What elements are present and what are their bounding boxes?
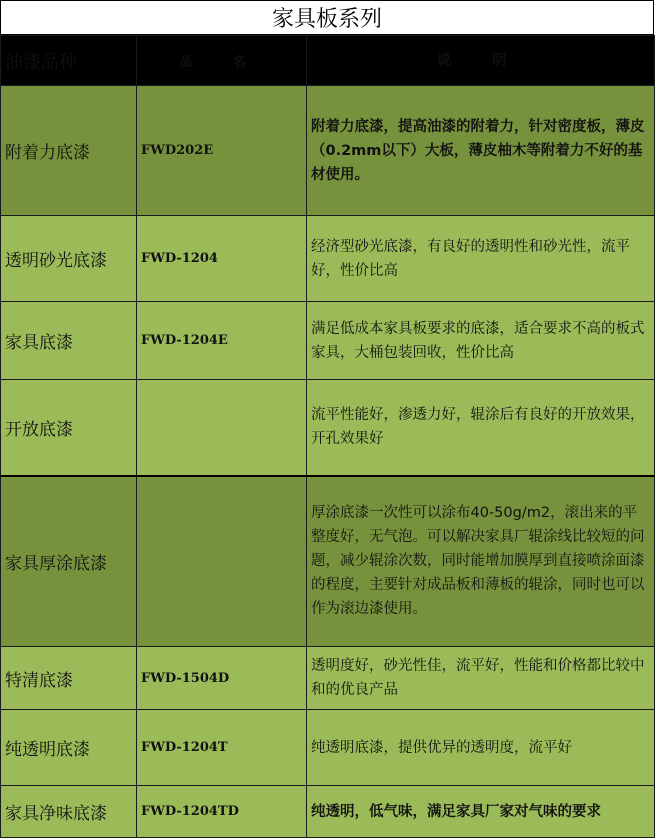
header-row bbox=[1, 36, 655, 86]
cell-desc: 满足低成本家具板要求的底漆，适合要求不高的板式家具，大桶包装回收，性价比高 bbox=[307, 302, 655, 380]
cell-type: 纯透明底漆 bbox=[1, 710, 137, 786]
product-table bbox=[0, 35, 655, 838]
table-row bbox=[1, 216, 655, 302]
cell-desc: 经济型砂光底漆，有良好的透明性和砂光性，流平好，性价比高 bbox=[307, 216, 655, 302]
cell-type: 家具厚涂底漆 bbox=[1, 476, 137, 647]
cell-desc: 纯透明底漆，提供优异的透明度，流平好 bbox=[307, 710, 655, 786]
cell-name: FWD-1204T bbox=[137, 710, 307, 786]
table-row bbox=[1, 647, 655, 710]
cell-name: FWD-1204TD bbox=[137, 786, 307, 838]
sheet-title: 家具板系列 bbox=[0, 0, 654, 35]
cell-desc: 厚涂底漆一次性可以涂布40-50g/m2，滚出来的平整度好，无气泡。可以解决家具厂辊涂线比较短的问题，减少辊涂次数，同时能增加膜厚到直接喷涂面漆的程度，主要针对成品板和薄板的辊涂，同时也可以作为滚边漆使用。 bbox=[307, 476, 655, 647]
cell-type: 特清底漆 bbox=[1, 647, 137, 710]
table-row bbox=[1, 380, 655, 476]
table-row bbox=[1, 710, 655, 786]
header-desc: 说 明 bbox=[307, 36, 655, 86]
cell-name bbox=[137, 476, 307, 647]
cell-desc: 流平性能好，渗透力好，辊涂后有良好的开放效果，开孔效果好 bbox=[307, 380, 655, 476]
table-row bbox=[1, 302, 655, 380]
table-row bbox=[1, 786, 655, 838]
cell-desc: 透明度好，砂光性佳，流平好，性能和价格都比较中和的优良产品 bbox=[307, 647, 655, 710]
cell-type: 附着力底漆 bbox=[1, 86, 137, 216]
cell-type: 家具净味底漆 bbox=[1, 786, 137, 838]
cell-name bbox=[137, 380, 307, 476]
header-type: 油漆品种 bbox=[1, 36, 137, 86]
cell-type: 家具底漆 bbox=[1, 302, 137, 380]
cell-desc: 附着力底漆，提高油漆的附着力，针对密度板，薄皮（0.2mm以下）大板，薄皮柚木等附着力不好的基材使用。 bbox=[307, 86, 655, 216]
cell-desc: 纯透明，低气味，满足家具厂家对气味的要求 bbox=[307, 786, 655, 838]
table-row bbox=[1, 476, 655, 647]
cell-name: FWD-1204 bbox=[137, 216, 307, 302]
cell-name: FWD202E bbox=[137, 86, 307, 216]
cell-type: 开放底漆 bbox=[1, 380, 137, 476]
table-row bbox=[1, 86, 655, 216]
cell-type: 透明砂光底漆 bbox=[1, 216, 137, 302]
header-name: 品 名 bbox=[137, 36, 307, 86]
cell-name: FWD-1504D bbox=[137, 647, 307, 710]
cell-name: FWD-1204E bbox=[137, 302, 307, 380]
